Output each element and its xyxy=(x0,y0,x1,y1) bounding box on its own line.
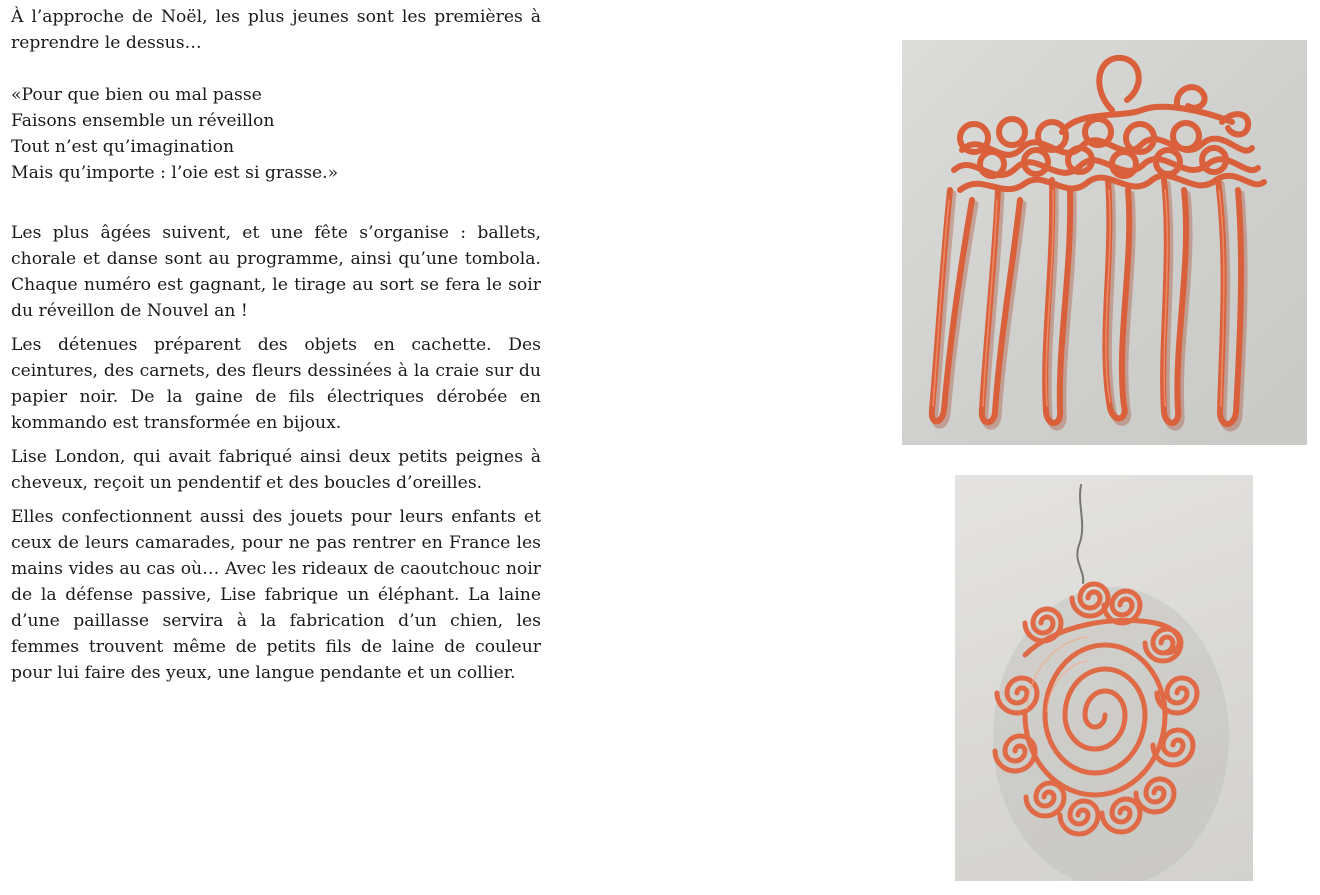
poem-line: Mais qu’importe : l’oie est si grasse.» xyxy=(11,163,339,183)
intro-paragraph: À l’approche de Noël, les plus jeunes sont les premières à reprendre le dessus… xyxy=(11,7,541,53)
body-paragraph: Lise London, qui avait fabriqué ainsi deux petits peignes à cheveux, reçoit un pendentif et des boucles d’oreilles. xyxy=(11,447,541,493)
article-text xyxy=(11,4,541,694)
poem-line: Tout n’est qu’imagination xyxy=(11,137,235,157)
body-paragraph: Les détenues préparent des objets en cachette. Des ceintures, des carnets, des fleurs dessinées à la craie sur du papier noir. De la gaine de fils électriques dérobée en kommando est transformée en bijoux. xyxy=(11,335,541,433)
wire-comb-illustration xyxy=(902,40,1307,445)
poem xyxy=(11,82,541,186)
comb-photo xyxy=(902,40,1307,445)
poem-line: Faisons ensemble un réveillon xyxy=(11,111,275,131)
body-paragraph: Les plus âgées suivent, et une fête s’organise : ballets, chorale et danse sont au programme, ainsi qu’une tombola. Chaque numéro est gagnant, le tirage au sort se fera le soir du réveillon de Nouvel an ! xyxy=(11,223,541,321)
pendant-photo xyxy=(955,475,1253,881)
spiral-pendant-illustration xyxy=(955,475,1253,881)
body-paragraph: Elles confectionnent aussi des jouets pour leurs enfants et ceux de leurs camarades, pour ne pas rentrer en France les mains vides au cas où… Avec les rideaux de caoutchouc noir de la défense passive, Lise fabrique un éléphant. La laine d’une paillasse servira à la fabrication d’un chien, les femmes trouvent même de petits fils de laine de couleur pour lui faire des yeux, une langue pendante et un collier. xyxy=(11,507,541,683)
poem-line: «Pour que bien ou mal passe xyxy=(11,85,262,105)
